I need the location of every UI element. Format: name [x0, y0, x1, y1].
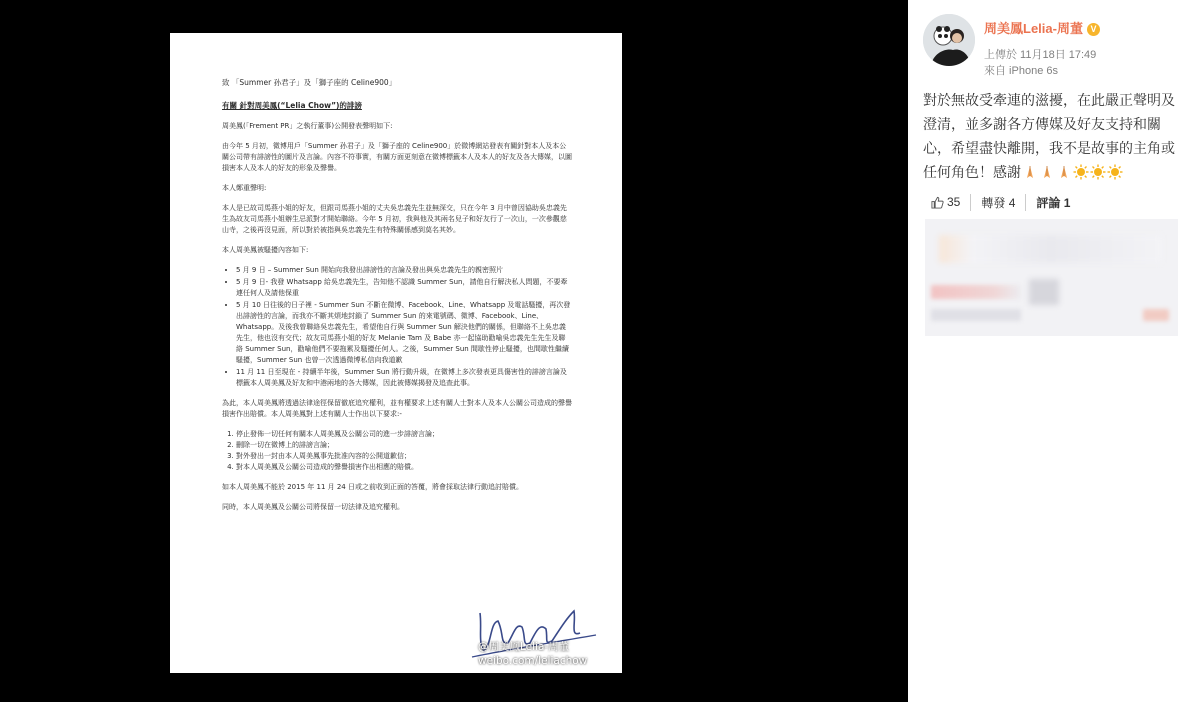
post-text — [923, 88, 1178, 184]
document-paragraph: 為此，本人周美鳳將透過法律途徑保留徹底追究權利，並有權要求上述有關人士對本人及本人公關公司造成的聲譽損害作出賠償。本人周美鳳對上述有關人士作出以下要求:- — [222, 399, 572, 418]
post-source: 來自 iPhone 6s — [984, 65, 1058, 77]
document-intro: 周美鳳(「Frement PR」之執行董事)公開發表聲明如下: — [222, 122, 393, 130]
list-item: • 5 月 9 日- 我發 Whatsapp 給吳忠義先生，告知他不認識 Summer Sun，請他自行解決私人問題，不要牽連任何人及請他保重 — [236, 277, 572, 299]
blurred-reply-link[interactable] — [1143, 309, 1169, 321]
list-item: 4. 對本人周美鳳及公關公司造成的聲譽損害作出相應的賠償。 — [236, 462, 572, 473]
demands-list — [222, 429, 572, 473]
list-item: • 5 月 9 日 – Summer Sun 開始向我發出誹謗性的言論及發出與吳忠義先生的親密照片 — [236, 265, 572, 276]
comment-section — [925, 219, 1178, 336]
comment-button[interactable]: 評論 1 — [1025, 194, 1080, 211]
like-count: 35 — [947, 195, 961, 209]
sun-icon — [1107, 164, 1123, 180]
harassment-list — [222, 265, 572, 389]
post-actions — [923, 192, 1080, 212]
statement-document — [170, 33, 622, 673]
image-watermark — [478, 640, 587, 668]
list-item: 3. 對外發出一封由本人周美鳳事先批准內容的公開道歉信； — [236, 451, 572, 462]
repost-button[interactable]: 轉發 4 — [970, 194, 1025, 211]
blurred-comment-avatar — [1029, 279, 1059, 305]
pray-icon — [1039, 164, 1055, 180]
avatar[interactable] — [923, 14, 975, 66]
document-paragraph: 本人是已故司馬燕小姐的好友，但跟司馬燕小姐的丈夫吳忠義先生並無深交，只在今年 3 月中曾因協助吳忠義先生為故友司馬燕小姐辦生忌派對才開始聯絡。今年 5 月初，我與他及其兩名兒子和好友行了一次山，一次參觀慈山寺，之後再沒見面，所以對於被指與吳忠義先生有特殊關係感到莫名其妙。 — [222, 204, 567, 234]
upload-time: 上傳於 11月18日 17:49 — [984, 49, 1097, 61]
like-button[interactable] — [923, 195, 970, 209]
username-text[interactable]: 周美鳳Lelia-周董 — [984, 21, 1083, 36]
document-heading: 本人周美鳳被騷擾內容如下: — [222, 246, 309, 254]
watermark-handle: @周美鳳Lelia-周董 — [478, 641, 570, 653]
document-paragraph: 同時，本人周美鳳及公關公司將保留一切法律及追究權利。 — [222, 503, 404, 511]
watermark-url: weibo.com/leliachow — [478, 655, 588, 667]
username[interactable] — [984, 18, 1100, 37]
list-item: 2. 刪除一切在微博上的誹謗言論； — [236, 440, 572, 451]
blurred-comment-input[interactable] — [939, 235, 1162, 263]
sun-icon — [1073, 164, 1089, 180]
post-body: 對於無故受牽連的滋擾，在此嚴正聲明及澄清，並多謝各方傳媒及好友支持和關心，希望盡快離開，我不是故事的主角或任何角色！感謝 — [923, 92, 1175, 180]
verified-badge-icon: V — [1087, 23, 1100, 36]
document-heading: 本人鄭重聲明: — [222, 184, 267, 192]
blurred-comment-meta — [931, 309, 1021, 321]
pray-icon — [1022, 164, 1038, 180]
list-item: • 5 月 10 日往後的日子裡 - Summer Sun 不斷在微博、Facebook、Line、Whatsapp 及電話騷擾，再次發出誹謗性的言論，而我亦不斷其煩地封鎖了 Summer Sun 的來電號碼、微博、Facebook、Line、Whatsapp。及後我曾聯絡吳忠義先生，希望他自行與 Summer Sun 解決他們的關係，但聯絡不上吳忠義先生，他也沒有交代；故友司馬燕小姐的好友 Melanie Tam 及 Babe 亦一起協助勸喻吳忠義先生先生及聯絡 Summer Sun，勸喻他們不要拖累及騷擾任何人。之後，Summer Sun 間歇性停止騷擾，也間歇性繼續騷擾，Summer Sun 也曾一次透過微博私信向我道歉 — [236, 300, 572, 366]
list-item: • 11 月 11 日至現在 - 持續半年後，Summer Sun 將行動升級，在微博上多次發表更具傷害性的誹謗言論及標籤本人周美鳳及好友和中港兩地的各大傳媒，因此被傳媒揭發及追查此事。 — [236, 367, 572, 389]
avatar-photo — [923, 14, 975, 66]
document-addressee: 致 「Summer 孙君子」及「獅子座的 Celine900」 — [222, 78, 397, 87]
document-paragraph: 如本人周美鳳不能於 2015 年 11 月 24 日或之前收到正面的答覆，將會採取法律行動追討賠償。 — [222, 483, 523, 491]
document-paragraph: 由今年 5 月初，微博用戶「Summer 孙君子」及「獅子座的 Celine900」於微博網站發表有關針對本人及本公關公司帶有誹謗性的圖片及言論。內容不符事實，有關方面更刻意在微博標籤本人及本人的好友及各大傳媒，以圖損害本人及本人的好友的形象及聲譽。 — [222, 142, 572, 172]
sun-icon — [1090, 164, 1106, 180]
thumbs-up-icon — [931, 196, 944, 209]
document-subject: 有關 針對周美鳳(“Lelia Chow”)的誹謗 — [222, 101, 362, 110]
blurred-commenter-name — [931, 285, 1021, 299]
list-item: 1. 停止發佈一切任何有關本人周美鳳及公關公司的進一步誹謗言論； — [236, 429, 572, 440]
pray-icon — [1056, 164, 1072, 180]
